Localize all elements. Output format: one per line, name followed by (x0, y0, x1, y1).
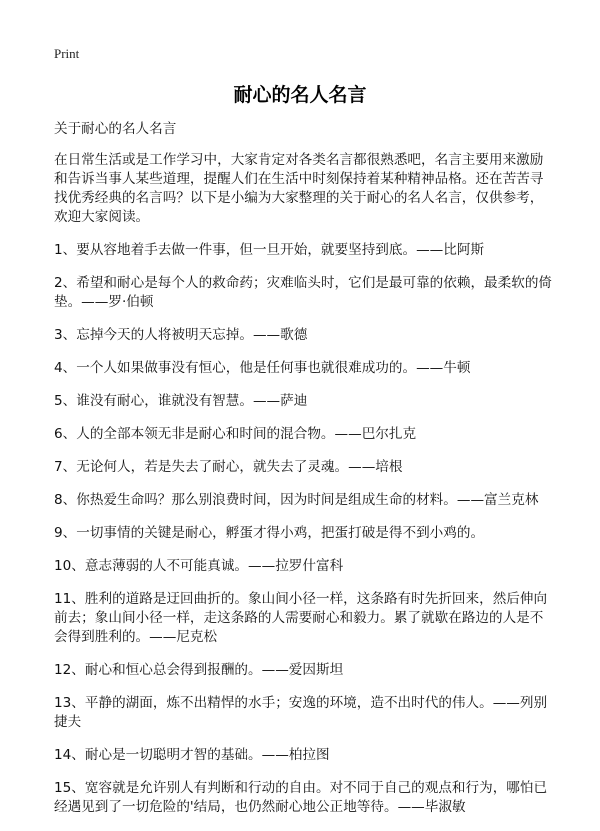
quote-item: 12、耐心和恒心总会得到报酬的。——爱因斯坦 (54, 662, 344, 678)
quote-item: 2、希望和耐心是每个人的救命药；灾难临头时，它们是最可靠的依赖，最柔软的倚垫。——罗·伯顿 (54, 275, 553, 310)
quote-item: 3、忘掉今天的人将被明天忘掉。——歌德 (54, 327, 308, 343)
quote-item: 4、一个人如果做事没有恒心，他是任何事也就很难成功的。——牛顿 (54, 360, 471, 376)
quote-item: 15、宽容就是允许别人有判断和行动的自由。对不同于自己的观点和行为，哪怕已经遇见到了一切危险的'结局，也仍然耐心地公正地等待。——毕淑敏 (54, 780, 548, 815)
quote-item: 8、你热爱生命吗？那么别浪费时间，因为时间是组成生命的材料。——富兰克林 (54, 492, 539, 508)
quote-item: 13、平静的湖面，炼不出精悍的水手；安逸的环境，造不出时代的伟人。——列别捷夫 (54, 695, 548, 730)
article-body (54, 120, 554, 831)
quote-item: 7、无论何人，若是失去了耐心，就失去了灵魂。——培根 (54, 459, 403, 475)
page-title: 耐心的名人名言 (233, 84, 367, 106)
quote-item: 5、谁没有耐心，谁就没有智慧。——萨迪 (54, 393, 308, 409)
article-subtitle: 关于耐心的名人名言 (54, 121, 177, 137)
quote-item: 14、耐心是一切聪明才智的基础。——柏拉图 (54, 747, 330, 763)
quote-item: 6、人的全部本领无非是耐心和时间的混合物。——巴尔扎克 (54, 426, 417, 442)
quote-item: 10、意志薄弱的人不可能真诚。——拉罗什富科 (54, 558, 344, 574)
quote-item: 11、胜利的道路是迂回曲折的。象山间小径一样，这条路有时先折回来，然后伸向前去；象山间小径一样，走这条路的人需要耐心和毅力。累了就歇在路边的人是不会得到胜利的。——尼克松 (54, 591, 548, 645)
print-link[interactable]: Print (54, 46, 80, 61)
quote-item: 9、一切事情的关键是耐心，孵蛋才得小鸡，把蛋打破是得不到小鸡的。 (54, 525, 485, 541)
intro-paragraph: 在日常生活或是工作学习中，大家肯定对各类名言都很熟悉吧，名言主要用来激励和告诉当事人某些道理，提醒人们在生活中时刻保持着某种精神品格。还在苦苦寻找优秀经典的名言吗？以下是小编为大家整理的关于耐心的名人名言，仅供参考，欢迎大家阅读。 (54, 152, 544, 225)
quote-item: 1、要从容地着手去做一件事，但一旦开始，就要坚持到底。——比阿斯 (54, 242, 485, 258)
